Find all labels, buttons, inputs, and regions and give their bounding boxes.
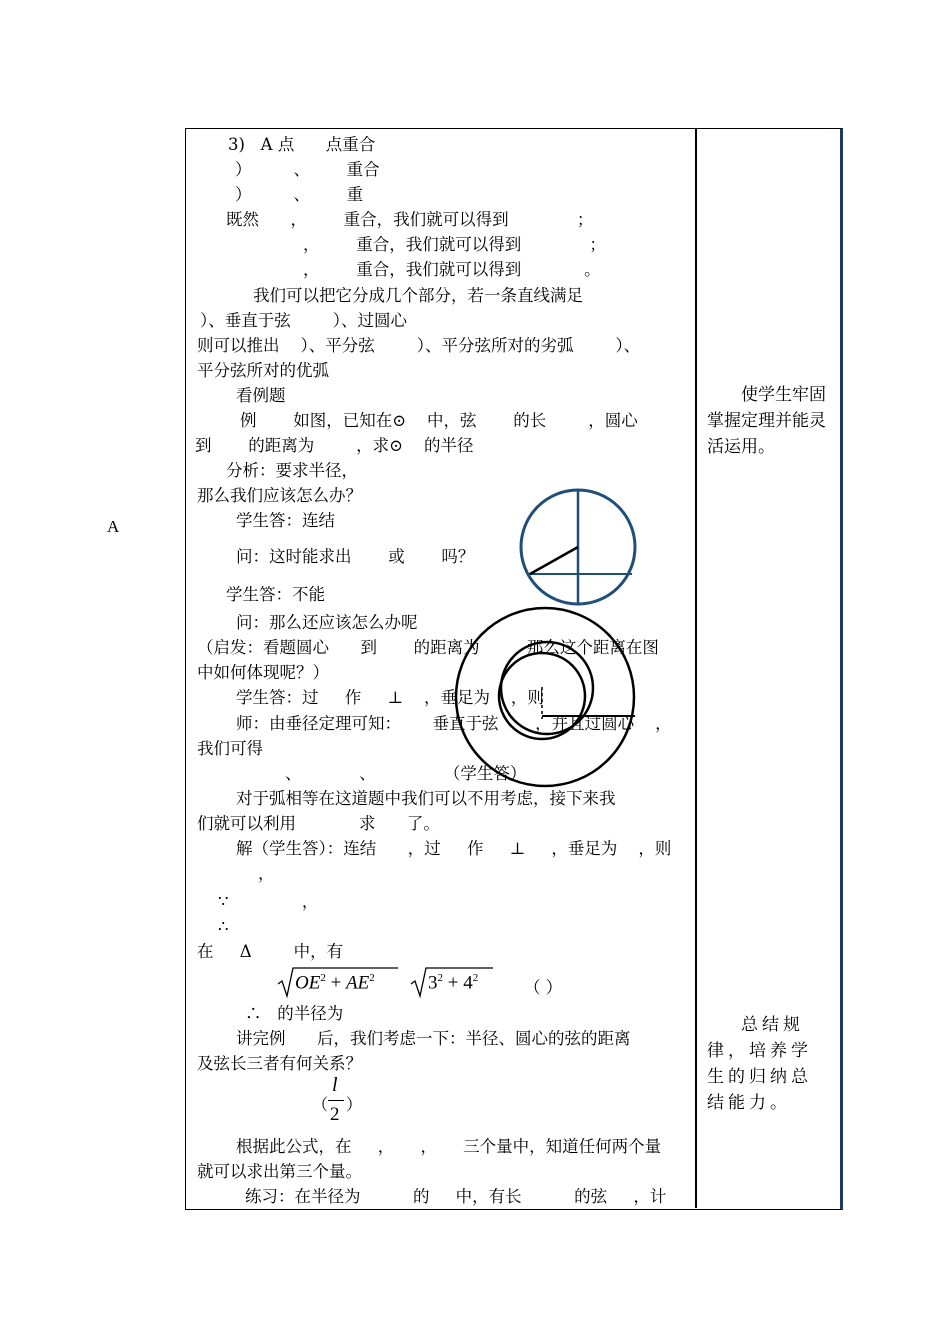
text-line: 3) A 点 点重合 <box>228 135 376 154</box>
radius-line <box>530 547 578 574</box>
text-line: 根据此公式，在 ， ， 三个量中，知道任何两个量 <box>236 1137 662 1156</box>
concentric-circles-figure <box>452 607 642 787</box>
text-line: 问：那么还应该怎么办呢 <box>236 613 418 632</box>
formula-four: 4 <box>463 972 473 994</box>
half-chord-fraction <box>312 1074 362 1130</box>
text-line: ， 重合，我们就可以得到 。 <box>303 260 601 279</box>
formula-sup: 2 <box>437 972 443 984</box>
text-line: 到 的距离为 ，求⊙ 的半径 <box>195 436 474 455</box>
pythagoras-formula: $OE^2 + AE^2$ $3^2 + 4^2$ （ ） <box>278 964 578 1000</box>
text-line: ∴ <box>218 917 229 936</box>
text-line: 解（学生答）：连结 ，过 作 ⊥ ，垂足为 ，则 <box>236 839 672 858</box>
text-line: 我们可得 <box>197 739 263 758</box>
column-divider <box>695 128 697 1208</box>
text-line: ， 重合，我们就可以得到 ； <box>303 235 606 254</box>
text-line: 则可以推出 ）、平分弦 ）、平分弦所对的劣弧 ）、 <box>197 336 641 355</box>
text-line: ） 、 重 <box>235 185 364 204</box>
text-line: 中如何体现呢？） <box>197 663 329 682</box>
circle-figure <box>518 487 640 609</box>
text-line: ， <box>258 864 275 883</box>
text-line: ∴ 的半径为 <box>245 1004 344 1023</box>
formula-ae: AE <box>346 972 370 994</box>
text-line: 既然 ， 重合，我们就可以得到 ； <box>226 210 594 229</box>
text-line: 看例题 <box>236 386 286 405</box>
text-line: 们就可以利用 求 了。 <box>197 814 440 833</box>
text-line: 学生答：连结 <box>236 511 335 530</box>
text-line: 及弦长三者有何关系？ <box>197 1054 362 1073</box>
formula-sup: 2 <box>472 972 479 984</box>
text-line: 师：由垂径定理可知： 垂直于弦 ，并且过圆心 ， <box>236 714 672 733</box>
text-line: 问：这时能求出 或 吗？ <box>236 547 475 566</box>
text-line: 学生答：过 作 ⊥ ，垂足为 ，则 <box>236 688 544 707</box>
text-line: 分析：要求半径， <box>226 461 358 480</box>
text-line: 平分弦所对的优弧 <box>197 361 329 380</box>
text-line: ） 、 重合 <box>235 160 380 179</box>
text-line: 练习：在半径为 的 中，有长 的弦 ，计 <box>245 1187 667 1206</box>
margin-label: A <box>107 517 120 536</box>
formula-oe: OE <box>295 972 321 994</box>
text-line: 对于弧相等在这道题中我们可以不用考虑，接下来我 <box>236 789 616 808</box>
text-line: 例 如图，已知在⊙ 中，弦 的长 ，圆心 <box>240 411 638 430</box>
summary-note: 总结规律，培养学生的归纳总结能力。 <box>707 1015 812 1113</box>
middle-circle <box>501 642 593 734</box>
text-line: 那么我们应该怎么办？ <box>197 486 362 505</box>
formula-sup: 2 <box>320 972 326 984</box>
fraction-close: ） <box>346 1095 363 1114</box>
text-line: ∵ ， <box>218 892 319 911</box>
text-line: 、 、 （学生答） <box>285 764 527 783</box>
text-line: 学生答：不能 <box>226 585 325 604</box>
formula-paren: （ ） <box>524 978 563 997</box>
text-line: 就可以求出第三个量。 <box>197 1162 362 1181</box>
formula-three: 3 <box>428 972 438 994</box>
outer-circle <box>456 608 634 786</box>
text-line: 在 Δ 中，有 <box>197 942 344 961</box>
formula-sup: 2 <box>369 972 375 984</box>
text-line: （启发：看题圆心 到 的距离为 那么这个距离在图 <box>197 638 659 657</box>
fraction-open: （ <box>312 1095 329 1114</box>
text-line: 讲完例 后，我们考虑一下：半径、圆心的弦的距离 <box>236 1029 631 1048</box>
text-line: ）、垂直于弦 ）、过圆心 <box>200 311 407 330</box>
teaching-purpose-note: 使学生牢固掌握定理并能灵活运用。 <box>707 385 826 457</box>
fraction-bar <box>328 1100 344 1101</box>
text-line: 我们可以把它分成几个部分，若一条直线满足 <box>253 286 583 305</box>
fraction-numerator: l <box>332 1074 338 1096</box>
fraction-denominator: 2 <box>330 1104 340 1125</box>
formula-plus: + <box>325 972 347 994</box>
